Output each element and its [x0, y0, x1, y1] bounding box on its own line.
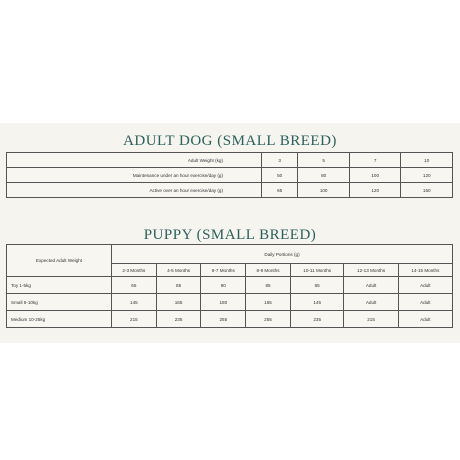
table-cell: 150 — [401, 183, 453, 198]
row-header: Expected Adult Weight — [7, 245, 112, 277]
table-cell: 65 — [112, 277, 157, 294]
table-row — [7, 183, 453, 198]
table-cell: Adult — [398, 277, 452, 294]
row-label: Adult Weight (kg) — [7, 153, 262, 168]
puppy-section-title: PUPPY (SMALL BREED) — [143, 227, 317, 243]
table-cell: 100 — [349, 168, 401, 183]
table-header-row — [7, 245, 453, 264]
column-header: 12-13 Months — [344, 264, 398, 277]
table-cell: Adult — [344, 277, 398, 294]
column-header: 2-3 Months — [112, 264, 157, 277]
row-label: Active over an hour exercise/day (g) — [7, 183, 262, 198]
table-cell: 165 — [246, 294, 291, 311]
table-cell: 85 — [156, 277, 201, 294]
group-header: Daily Portions (g) — [112, 245, 453, 264]
table-cell: 255 — [246, 311, 291, 328]
row-label: Maintenance under an hour exercise/day (g) — [7, 168, 262, 183]
table-cell: 10 — [401, 153, 453, 168]
table-cell: 50 — [262, 168, 298, 183]
table-cell: 235 — [156, 311, 201, 328]
table-cell: 7 — [349, 153, 401, 168]
table-cell: 85 — [246, 277, 291, 294]
row-label: Small 5-10kg — [7, 294, 112, 311]
column-header: 10-11 Months — [290, 264, 344, 277]
table-cell: 3 — [262, 153, 298, 168]
puppy-feeding-table — [6, 244, 453, 328]
column-header: 14-15 Months — [398, 264, 452, 277]
column-header: 4-5 Months — [156, 264, 201, 277]
table-row — [7, 311, 453, 328]
row-label: Toy 1-5kg — [7, 277, 112, 294]
table-row — [7, 277, 453, 294]
table-row — [7, 153, 453, 168]
table-cell: 80 — [298, 168, 350, 183]
table-cell: 255 — [201, 311, 246, 328]
table-cell: 215 — [112, 311, 157, 328]
table-cell: 180 — [201, 294, 246, 311]
table-cell: 145 — [290, 294, 344, 311]
table-cell: 120 — [349, 183, 401, 198]
table-cell: 235 — [290, 311, 344, 328]
table-cell: 120 — [401, 168, 453, 183]
table-cell: 90 — [201, 277, 246, 294]
adult-feeding-table — [6, 152, 453, 198]
table-cell: 65 — [290, 277, 344, 294]
adult-section-title: ADULT DOG (SMALL BREED) — [123, 133, 337, 149]
table-cell: Adult — [398, 311, 452, 328]
table-cell: 100 — [298, 183, 350, 198]
table-row — [7, 294, 453, 311]
column-header: 6-7 Months — [201, 264, 246, 277]
table-cell: Adult — [344, 294, 398, 311]
table-cell: 5 — [298, 153, 350, 168]
table-row — [7, 168, 453, 183]
row-label: Medium 10-25kg — [7, 311, 112, 328]
table-cell: Adult — [398, 294, 452, 311]
column-header: 8-9 Months — [246, 264, 291, 277]
table-cell: 65 — [262, 183, 298, 198]
table-cell: 145 — [112, 294, 157, 311]
table-cell: 165 — [156, 294, 201, 311]
table-cell: 215 — [344, 311, 398, 328]
